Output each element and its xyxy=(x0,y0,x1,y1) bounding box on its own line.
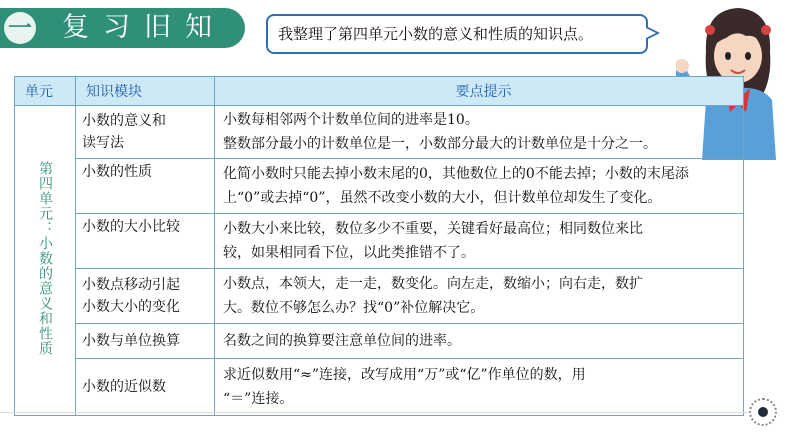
module-line: 小数点移动引起 xyxy=(82,277,180,293)
module-cell xyxy=(76,269,215,324)
point-line: “＝”连接。 xyxy=(223,391,294,407)
module-cell xyxy=(76,214,215,269)
section-number: 一 xyxy=(4,12,36,44)
section-title: 复习旧知 xyxy=(62,12,226,43)
unit-cell xyxy=(15,106,76,416)
header-points: 要点提示 xyxy=(215,77,744,106)
table-row xyxy=(15,359,744,416)
section-banner xyxy=(0,8,245,48)
module-line: 小数的大小比较 xyxy=(82,219,180,235)
table-row xyxy=(15,214,744,269)
module-cell xyxy=(76,106,215,159)
speech-bubble xyxy=(266,14,648,54)
points-cell xyxy=(215,324,744,359)
point-line: 化简小数时只能去掉小数末尾的0，其他数位上的0不能去掉；小数的末尾添 xyxy=(223,166,689,182)
point-line: 上“0”或去掉“0”，虽然不改变小数的大小，但计数单位却发生了变化。 xyxy=(223,190,662,206)
point-line: 较，如果相同看下位，以此类推错不了。 xyxy=(223,245,475,261)
unit-name: 第四单元：小数的意义和性质 xyxy=(37,161,53,356)
table-row xyxy=(15,106,744,159)
points-cell xyxy=(215,359,744,416)
header-unit: 单元 xyxy=(15,77,76,106)
module-line: 小数的性质 xyxy=(82,164,152,180)
module-cell xyxy=(76,359,215,416)
speech-bubble-tail-fill xyxy=(646,28,656,38)
points-cell xyxy=(215,106,744,159)
module-line: 小数与单位换算 xyxy=(82,333,180,349)
points-cell xyxy=(215,269,744,324)
point-line: 大。数位不够怎么办？找“0”补位解决它。 xyxy=(223,300,485,316)
knowledge-table xyxy=(14,76,744,416)
module-cell xyxy=(76,159,215,214)
point-line: 小数点，本领大，走一走，数变化。向左走，数缩小；向右走，数扩 xyxy=(223,276,643,292)
point-line: 整数部分最小的计数单位是一，小数部分最大的计数单位是十分之一。 xyxy=(223,136,657,152)
module-line: 小数的近似数 xyxy=(82,379,166,395)
module-line: 读写法 xyxy=(82,135,124,151)
table-header-row xyxy=(15,77,744,106)
module-line: 小数的意义和 xyxy=(82,113,166,129)
header-module: 知识模块 xyxy=(76,77,215,106)
table-row xyxy=(15,159,744,214)
next-page-button[interactable] xyxy=(749,398,777,426)
point-line: 小数每相邻两个计数单位间的进率是10。 xyxy=(223,112,479,128)
speech-bubble-text: 我整理了第四单元小数的意义和性质的知识点。 xyxy=(278,25,594,43)
point-line: 求近似数用“≈”连接，改写成用“万”或“亿”作单位的数，用 xyxy=(223,367,586,383)
point-line: 小数大小来比较，数位多少不重要，关键看好最高位；相同数位来比 xyxy=(223,221,643,237)
module-line: 小数大小的变化 xyxy=(82,299,180,315)
point-line: 名数之间的换算要注意单位间的进率。 xyxy=(223,333,461,349)
points-cell xyxy=(215,159,744,214)
table-row xyxy=(15,324,744,359)
points-cell xyxy=(215,214,744,269)
table-row xyxy=(15,269,744,324)
module-cell xyxy=(76,324,215,359)
footer-divider xyxy=(0,412,748,413)
